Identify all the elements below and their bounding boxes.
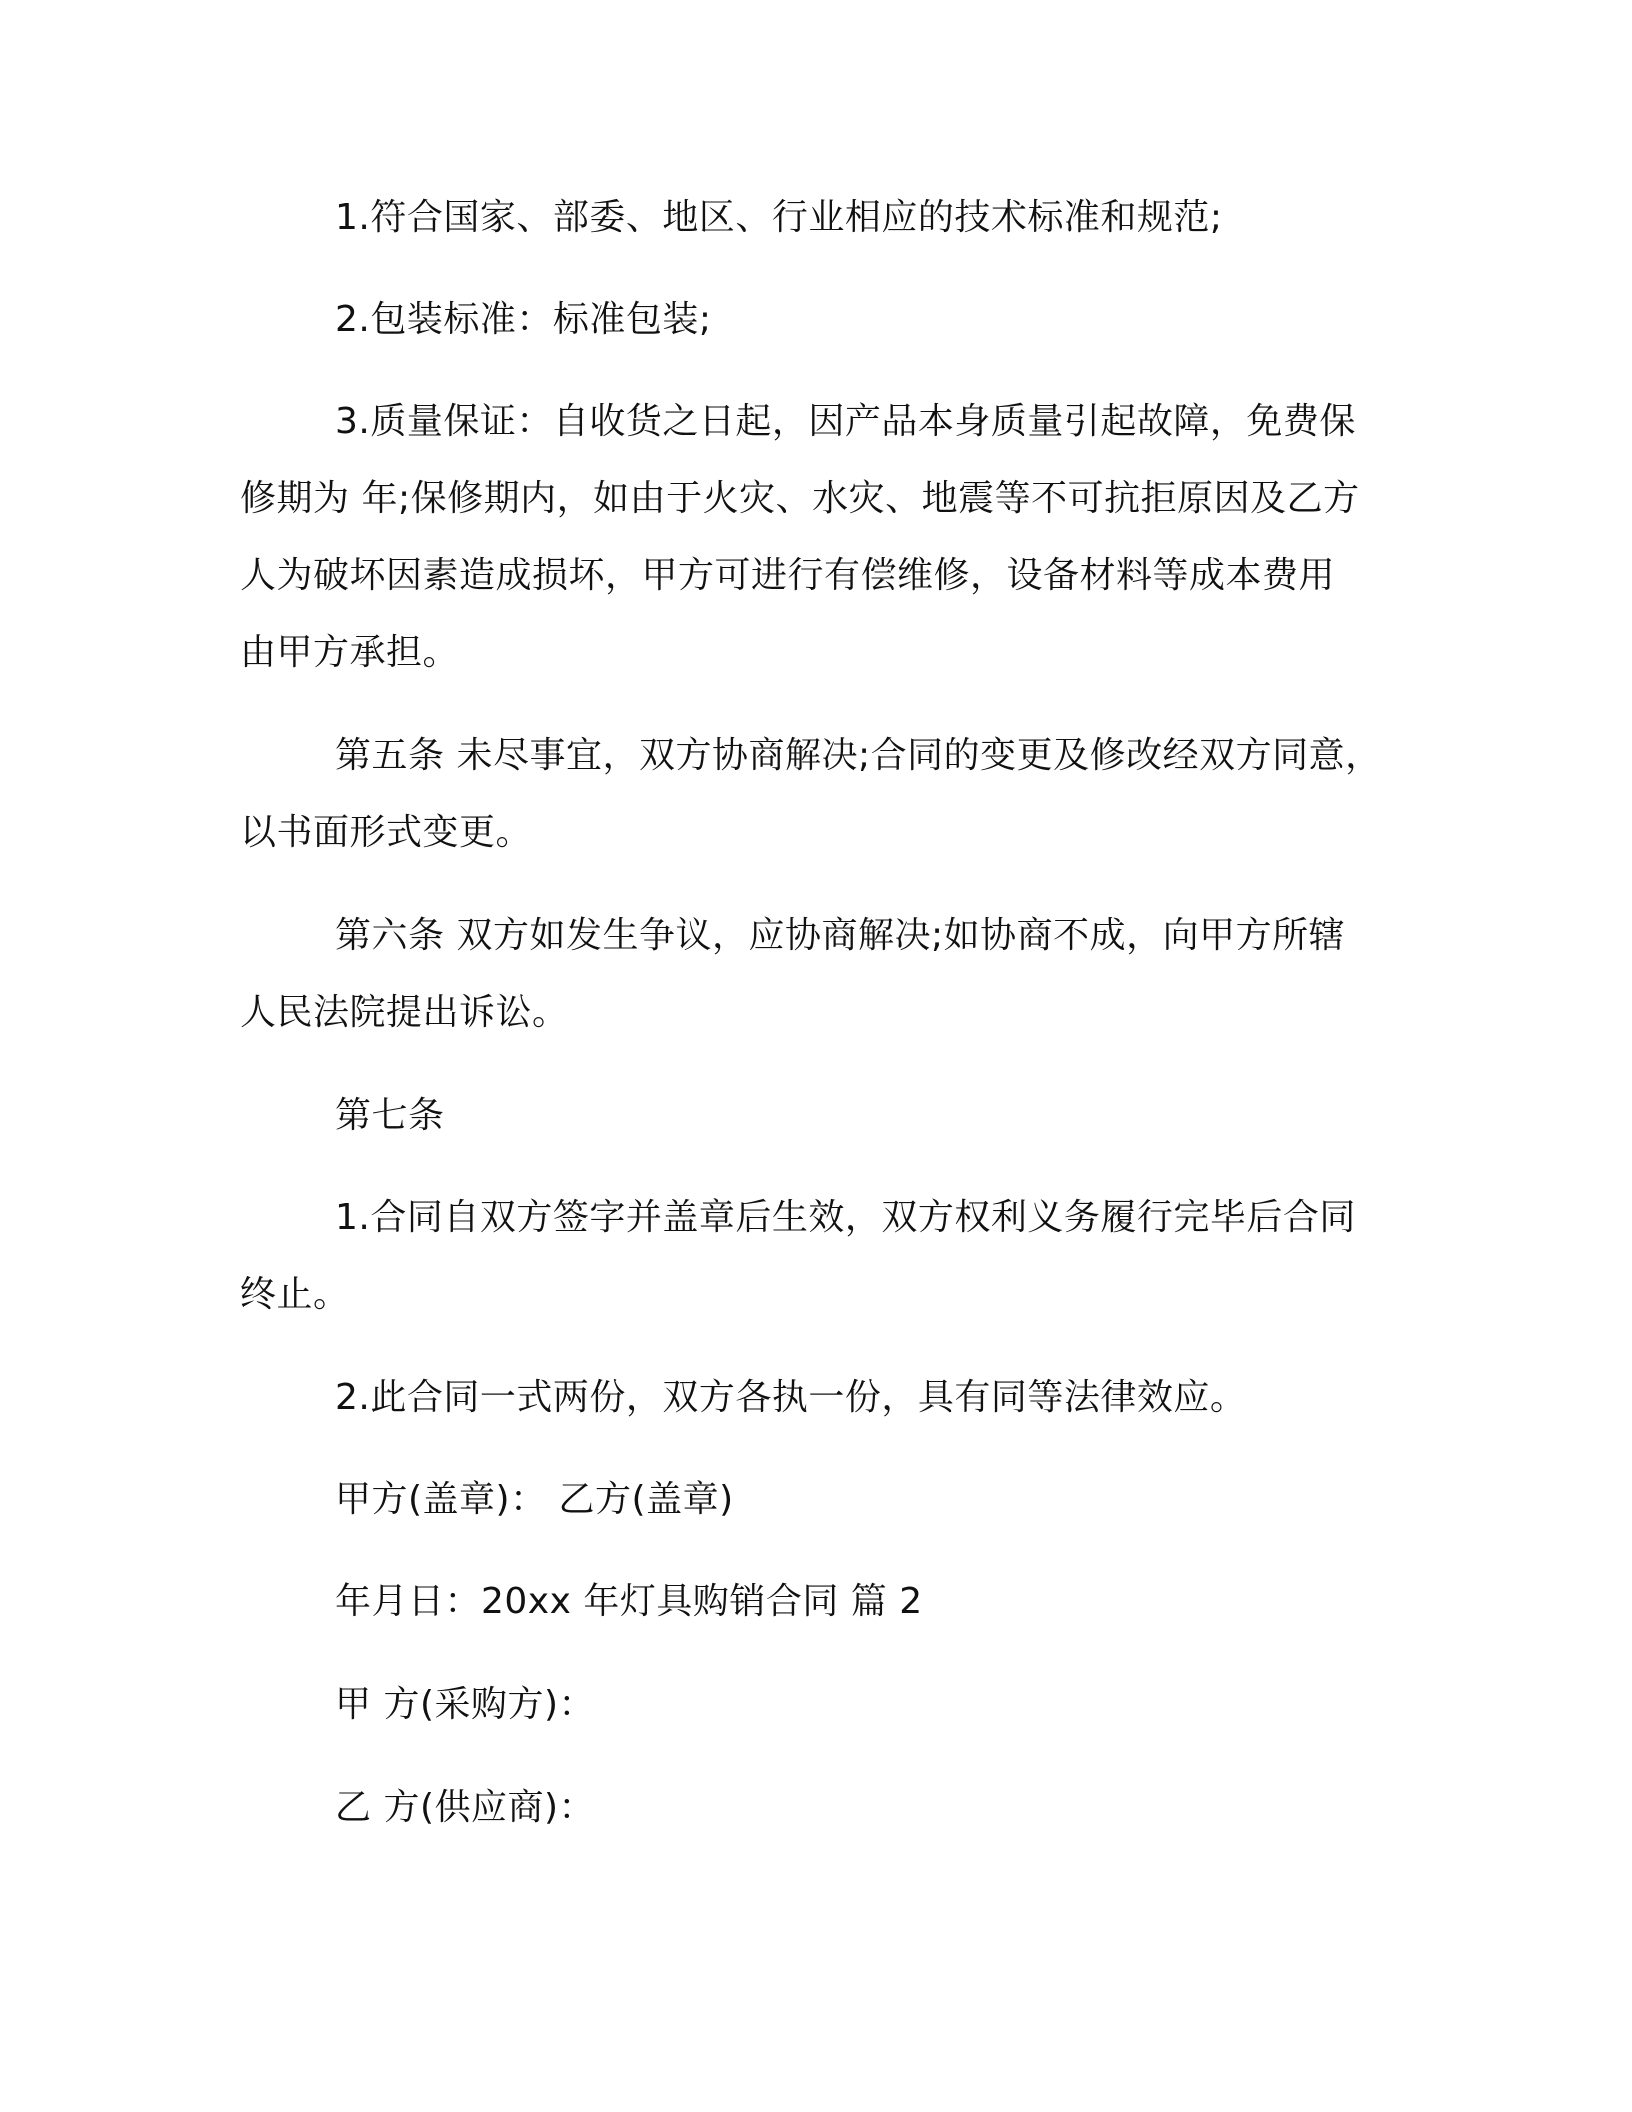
signature-line: 甲方(盖章)： 乙方(盖章)	[335, 1479, 734, 1520]
date-and-contract-title: 年月日：20xx 年灯具购销合同 篇 2	[335, 1581, 923, 1622]
clause-4-item-2: 2.包装标准：标准包装;	[335, 299, 712, 340]
clause-7-item-1-line-1: 1.合同自双方签字并盖章后生效，双方权利义务履行完毕后合同	[335, 1197, 1356, 1238]
clause-6-line-2: 人民法院提出诉讼。	[240, 992, 569, 1033]
clause-5-line-1: 第五条 未尽事宜，双方协商解决;合同的变更及修改经双方同意，	[335, 735, 1382, 776]
clause-5-line-2: 以书面形式变更。	[240, 812, 533, 853]
clause-4-item-3-line-3: 人为破坏因素造成损坏，甲方可进行有偿维修，设备材料等成本费用	[240, 555, 1336, 596]
party-a-buyer: 甲 方(采购方)：	[335, 1684, 596, 1725]
clause-4-item-1: 1.符合国家、部委、地区、行业相应的技术标准和规范;	[335, 197, 1223, 238]
clause-4-item-3-line-4: 由甲方承担。	[240, 632, 460, 673]
clause-7-heading: 第七条	[335, 1095, 445, 1136]
clause-7-item-2: 2.此合同一式两份，双方各执一份，具有同等法律效应。	[335, 1377, 1247, 1418]
clause-6-line-1: 第六条 双方如发生争议，应协商解决;如协商不成，向甲方所辖	[335, 915, 1346, 956]
clause-4-item-3-line-1: 3.质量保证：自收货之日起，因产品本身质量引起故障，免费保	[335, 401, 1356, 442]
clause-7-item-1-line-2: 终止。	[240, 1274, 350, 1315]
party-b-supplier: 乙 方(供应商)：	[335, 1787, 596, 1828]
clause-4-item-3-line-2: 修期为 年;保修期内，如由于火灾、水灾、地震等不可抗拒原因及乙方	[240, 478, 1360, 519]
